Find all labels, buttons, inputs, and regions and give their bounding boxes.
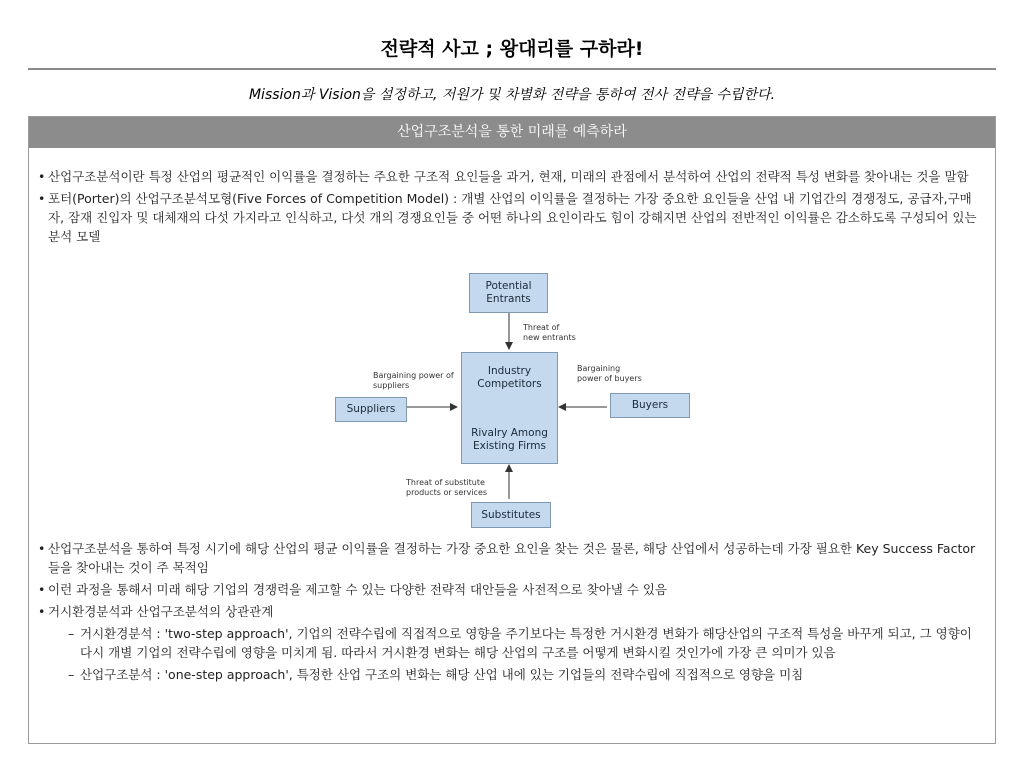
potential-entrants-line2: Entrants: [486, 293, 531, 305]
industry-line1: Industry: [487, 365, 532, 377]
sub-bullet-dash: –: [68, 667, 75, 682]
threat-new-line1: Threat of: [523, 323, 560, 332]
bullet-text: 이런 과정을 통해서 미래 해당 기업의 경쟁력을 제고할 수 있는 다양한 전략적 대안들을 사전적으로 찾아낼 수 있음: [48, 582, 668, 597]
rivalry-curl-icon: [487, 395, 503, 413]
industry-competitors-box: [461, 352, 558, 464]
threat-new-line2: new entrants: [523, 333, 576, 342]
sub-bullet-text: 산업구조분석 : 'one-step approach', 특정한 산업 구조의 변화는 해당 산업 내에 있는 기업들의 전략수립에 직접적으로 영향을 미침: [80, 667, 804, 682]
sub-bullet-text: 거시환경분석 : 'two-step approach', 기업의 전략수립에 직접적으로 영향을 주기보다는 특정한 거시환경 변화가 해당산업의 구조적 특성을 바꾸게 되고, 그 영향이 다시 개별 기업의 전략수립에 영향을 미치게 됨. 따라서 거시환경 변화는 해당 산업의 구조를 어떻게 변화시킬 것인가에 가장 큰 의미가 있음: [80, 626, 972, 660]
rivalry-line1: Rivalry Among: [471, 427, 548, 439]
label-bargaining-suppliers: [373, 371, 454, 391]
title-divider: [28, 68, 996, 70]
bullet-dot: •: [38, 191, 46, 206]
bullet-text: 산업구조분석이란 특정 산업의 평균적인 이익률을 결정하는 주요한 구조적 요인들을 과거, 현재, 미래의 관점에서 분석하여 산업의 전략적 특성 변화를 찾아내는 것을 말함: [48, 169, 969, 184]
potential-entrants-box: [469, 273, 548, 313]
bullet-item: [38, 189, 984, 246]
rivalry-swirl-icon: [495, 402, 525, 415]
sub-bullet-item: [68, 624, 984, 662]
suppliers-box: Suppliers: [335, 397, 407, 422]
bullet-item: [38, 167, 984, 186]
rivalry-line2: Existing Firms: [473, 440, 546, 452]
bargaining-buyers-line2: power of buyers: [577, 374, 642, 383]
sub-bullet-dash: –: [68, 626, 75, 641]
top-bullet-list: [38, 167, 984, 249]
label-threat-new-entrants: [523, 323, 576, 343]
rivalry-arrowhead-icon: [521, 401, 529, 409]
threat-substitute-line2: products or services: [406, 488, 488, 497]
substitutes-box: Substitutes: [471, 502, 551, 528]
content-panel: [28, 116, 996, 744]
swirl-spacer: [462, 391, 557, 427]
label-bargaining-buyers: [577, 364, 642, 384]
bullet-dot: •: [38, 541, 46, 556]
bullet-text: 포터(Porter)의 산업구조분석모형(Five Forces of Competition Model) : 개별 산업의 이익률을 결정하는 가장 중요한 요인들을 산업 내 기업간의 경쟁정도, 공급자,구매자, 잠재 진입자 및 대체재의 다섯 가지라고 인식하고, 다섯 개의 경쟁요인들 중 어떤 하나의 요인이라도 힘이 강해지면 산업의 전반적인 이익률은 감소하도록 구성되어 있는 분석 모델: [48, 191, 977, 244]
label-threat-substitute: [406, 478, 487, 498]
bottom-bullet-list: [38, 539, 984, 687]
bargaining-suppliers-line1: Bargaining power of: [373, 371, 454, 380]
bargaining-buyers-line1: Bargaining: [577, 364, 621, 373]
bullet-dot: •: [38, 604, 46, 619]
potential-entrants-line1: Potential: [485, 280, 532, 292]
bullet-dot: •: [38, 169, 46, 184]
industry-line2: Competitors: [477, 378, 542, 390]
bullet-text: 산업구조분석을 통하여 특정 시기에 해당 산업의 평균 이익률을 결정하는 가장 중요한 요인을 찾는 것은 물론, 해당 산업에서 성공하는데 가장 필요한 Key Success Factor들을 찾아내는 것이 주 목적임: [48, 541, 976, 575]
sub-bullet-item: [68, 665, 984, 684]
buyers-box: Buyers: [610, 393, 690, 418]
bullet-text: 거시환경분석과 산업구조분석의 상관관계: [48, 604, 274, 619]
bullet-item: [38, 539, 984, 577]
bullet-item: [38, 602, 984, 621]
page-subtitle: Mission과 Vision을 설정하고, 저원가 및 차별화 전략을 통하여 전사 전략을 수립한다.: [248, 87, 776, 103]
bullet-item: [38, 580, 984, 599]
bargaining-suppliers-line2: suppliers: [373, 381, 410, 390]
threat-substitute-line1: Threat of substitute: [406, 478, 485, 487]
panel-header: 산업구조분석을 통한 미래를 예측하라: [29, 117, 995, 148]
page-title: 전략적 사고 ; 왕대리를 구하라!: [380, 38, 644, 60]
bullet-dot: •: [38, 582, 46, 597]
